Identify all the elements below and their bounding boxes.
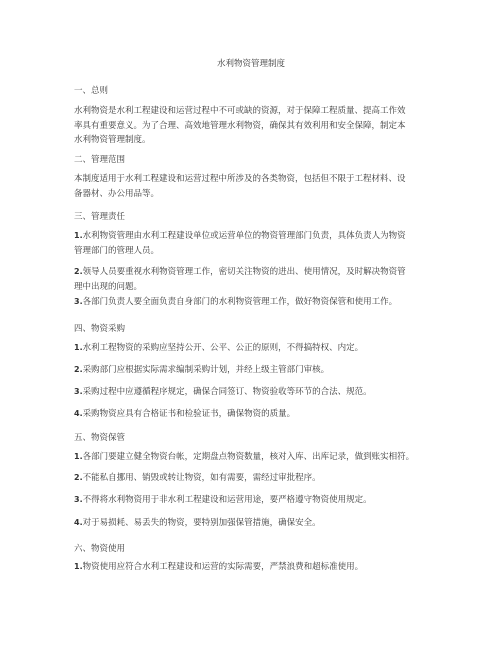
list-item-line bbox=[74, 230, 406, 242]
list-item-line bbox=[74, 561, 363, 573]
section-heading: 五、物资保管 bbox=[74, 433, 126, 443]
list-item-line bbox=[74, 296, 397, 308]
list-number: 1. bbox=[74, 562, 83, 571]
line-text: 采购过程中应遵循程序规定，确保合同签订、物资验收等环节的合法、规范。 bbox=[82, 387, 372, 397]
list-number: 4. bbox=[74, 409, 83, 418]
list-number: 1. bbox=[74, 231, 83, 240]
line-text: 水利工程物资的采购应坚持公开、公平、公正的原则，不得搞特权、内定。 bbox=[82, 343, 364, 353]
list-item-line bbox=[74, 364, 329, 376]
line-text: 领导人员要重视水利物资管理工作，密切关注物资的进出、使用情况，及时解决物资管 bbox=[82, 267, 406, 277]
list-item-line bbox=[74, 266, 406, 278]
line-text: 水利物资管理由水利工程建设单位或运营单位的物资管理部门负责，具体负责人为物资 bbox=[82, 231, 406, 241]
line-text: 本制度适用于水利工程建设和运营过程中所涉及的各类物资，包括但不限于工程材料、设 bbox=[74, 174, 406, 184]
document-title: 水利物资管理制度 bbox=[216, 59, 285, 69]
list-item-line bbox=[74, 342, 363, 354]
paragraph-line bbox=[74, 173, 406, 185]
list-number: 1. bbox=[74, 343, 83, 352]
line-text: 物资使用应符合水利工程建设和运营的实际需要，严禁浪费和超标准使用。 bbox=[82, 562, 364, 572]
section-heading: 一、总则 bbox=[74, 86, 109, 96]
list-number: 3. bbox=[74, 297, 83, 306]
line-text: 不能私自挪用、销毁或转让物资，如有需要，需经过审批程序。 bbox=[82, 473, 321, 483]
list-number: 3. bbox=[74, 495, 83, 504]
list-number: 4. bbox=[74, 518, 83, 527]
paragraph-line bbox=[74, 188, 159, 200]
line-text: 采购物资应具有合格证书和检验证书，确保物资的质量。 bbox=[82, 409, 296, 419]
paragraph-line bbox=[74, 105, 406, 117]
line-text: 水利物资管理制度。 bbox=[74, 135, 151, 145]
line-text: 采购部门应根据实际需求编制采购计划，并经上级主管部门审核。 bbox=[82, 365, 330, 375]
list-number: 2. bbox=[74, 267, 83, 276]
paragraph-line bbox=[74, 134, 151, 146]
section-heading: 四、物资采购 bbox=[74, 324, 126, 334]
line-text: 管理部门的管理人员。 bbox=[74, 245, 160, 256]
line-text: 理中出现的问题。 bbox=[74, 281, 143, 292]
list-item-line bbox=[74, 494, 372, 506]
list-item-line bbox=[74, 245, 159, 257]
list-number: 1. bbox=[74, 452, 83, 461]
list-item-line bbox=[74, 517, 321, 529]
list-item-line bbox=[74, 408, 295, 420]
list-item-line bbox=[74, 281, 142, 293]
section-heading: 三、管理责任 bbox=[74, 212, 126, 222]
section-heading: 二、管理范围 bbox=[74, 155, 126, 165]
line-text: 各部门要建立健全物资台帐，定期盘点物资数量，核对入库、出库记录，做到账实相符。 bbox=[82, 452, 415, 462]
line-text: 水利物资是水利工程建设和运营过程中不可或缺的资源，对于保障工程质量、提高工作效 bbox=[74, 106, 406, 116]
line-text: 率具有重要意义。为了合理、高效地管理水利物资，确保其有效利用和安全保障，制定本 bbox=[74, 120, 406, 131]
paragraph-line bbox=[74, 120, 406, 132]
section-heading: 六、物资使用 bbox=[74, 544, 126, 554]
list-item-line bbox=[74, 472, 321, 484]
line-text: 各部门负责人要全面负责自身部门的水利物资管理工作，做好物资保管和使用工作。 bbox=[82, 297, 398, 307]
line-text: 对于易损耗、易丢失的物资，要特别加强保管措施，确保安全。 bbox=[82, 518, 321, 528]
list-number: 3. bbox=[74, 387, 83, 396]
line-text: 备器材、办公用品等。 bbox=[74, 188, 160, 199]
list-item-line bbox=[74, 386, 372, 398]
list-number: 2. bbox=[74, 473, 83, 482]
list-number: 2. bbox=[74, 365, 83, 374]
line-text: 不得将水利物资用于非水利工程建设和运营用途，要严格遵守物资使用规定。 bbox=[82, 495, 372, 505]
list-item-line bbox=[74, 451, 414, 463]
